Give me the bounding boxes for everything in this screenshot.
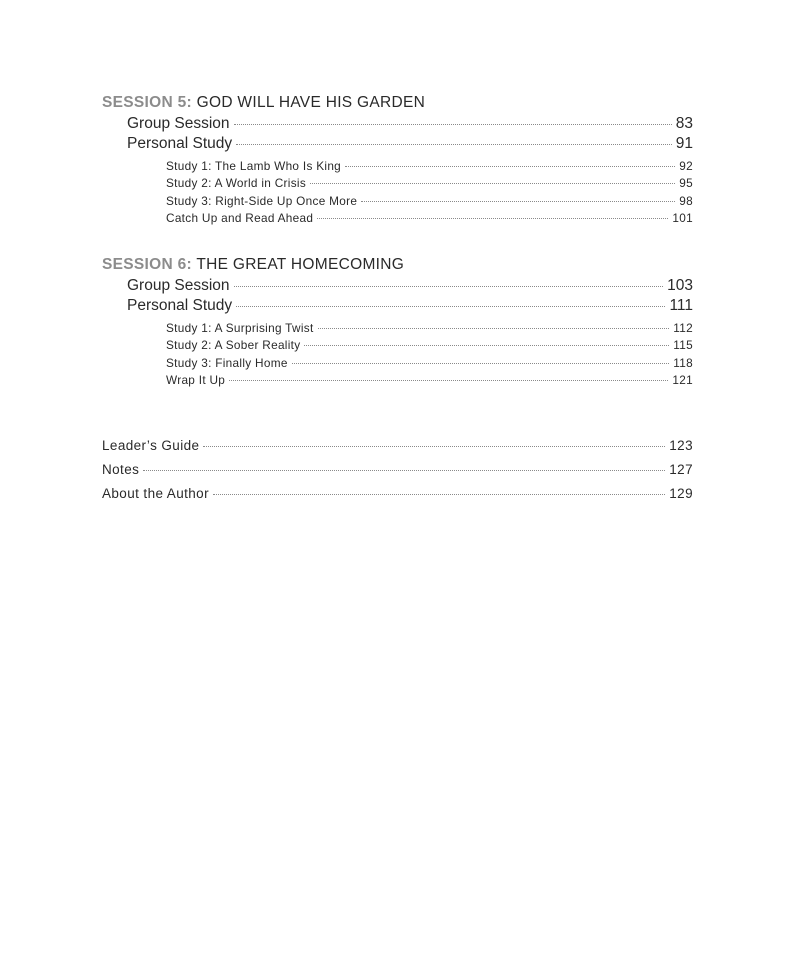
page-number: 121 <box>672 373 693 388</box>
entry-label: Group Session <box>127 115 230 132</box>
toc-entry-study-3[interactable] <box>166 355 693 372</box>
page-number: 92 <box>679 159 693 173</box>
page-number: 127 <box>669 462 693 478</box>
session-title: THE GREAT HOMECOMING <box>196 256 405 274</box>
study-list <box>102 158 693 227</box>
dot-leader <box>361 201 675 202</box>
session-heading <box>102 254 693 276</box>
toc-entry-study-2[interactable] <box>166 175 693 192</box>
toc-entry-study-3[interactable] <box>166 193 693 210</box>
dot-leader <box>345 166 675 167</box>
table-of-contents <box>102 92 693 506</box>
dot-leader <box>203 446 665 447</box>
page-number: 111 <box>669 297 693 315</box>
page-number: 103 <box>667 277 693 295</box>
session-number: SESSION 6: <box>102 256 192 274</box>
dot-leader <box>318 328 670 329</box>
entry-label: Wrap It Up <box>166 373 226 388</box>
session-number: SESSION 5: <box>102 94 192 111</box>
entry-label: Study 3: Right-Side Up Once More <box>166 193 358 208</box>
session-5-section <box>102 92 693 227</box>
entry-label: Leader’s Guide <box>102 438 200 454</box>
back-matter <box>102 434 693 506</box>
toc-entry-about-author[interactable] <box>102 482 693 506</box>
session-title: GOD WILL HAVE HIS GARDEN <box>196 94 426 111</box>
toc-entry-leaders-guide[interactable] <box>102 434 693 458</box>
dot-leader <box>234 286 664 287</box>
toc-entry-notes[interactable] <box>102 458 693 482</box>
page-number: 101 <box>672 210 693 225</box>
entry-label: Study 1: The Lamb Who Is King <box>166 159 342 173</box>
page-number: 91 <box>675 135 693 152</box>
dot-leader <box>310 183 675 184</box>
entry-label: Study 3: Finally Home <box>166 355 288 370</box>
toc-entry-personal-study[interactable] <box>127 296 693 316</box>
page-number: 123 <box>669 438 693 454</box>
toc-entry-catch-up[interactable] <box>166 210 693 227</box>
page-number: 98 <box>679 193 693 208</box>
toc-entry-group-session[interactable] <box>127 276 693 296</box>
toc-entry-study-1[interactable] <box>166 320 693 337</box>
page-number: 115 <box>673 338 693 353</box>
entry-label: Personal Study <box>127 135 233 152</box>
page-number: 118 <box>673 355 693 370</box>
page-number: 83 <box>675 115 693 132</box>
entry-label: Study 2: A Sober Reality <box>166 338 301 353</box>
entry-label: Study 1: A Surprising Twist <box>166 321 314 336</box>
page-number: 129 <box>669 486 693 502</box>
session-heading <box>102 92 693 114</box>
dot-leader <box>236 306 665 307</box>
dot-leader <box>317 218 668 219</box>
entry-label: Personal Study <box>127 297 233 315</box>
entry-label: About the Author <box>102 486 209 502</box>
dot-leader <box>234 124 672 125</box>
toc-entry-wrap-up[interactable] <box>166 372 693 389</box>
page-number: 112 <box>673 321 693 336</box>
toc-entry-study-2[interactable] <box>166 337 693 354</box>
study-list <box>102 320 693 389</box>
dot-leader <box>236 144 672 145</box>
entry-label: Notes <box>102 462 140 478</box>
session-6-section <box>102 254 693 389</box>
toc-entry-group-session[interactable] <box>127 114 693 134</box>
dot-leader <box>229 380 668 381</box>
dot-leader <box>143 470 665 471</box>
dot-leader <box>292 363 670 364</box>
page-number: 95 <box>679 176 693 191</box>
entry-label: Group Session <box>127 277 230 295</box>
entry-label: Catch Up and Read Ahead <box>166 210 314 225</box>
entry-label: Study 2: A World in Crisis <box>166 176 307 191</box>
toc-entry-study-1[interactable] <box>166 158 693 175</box>
dot-leader <box>213 494 665 495</box>
toc-entry-personal-study[interactable] <box>127 134 693 154</box>
dot-leader <box>304 345 669 346</box>
